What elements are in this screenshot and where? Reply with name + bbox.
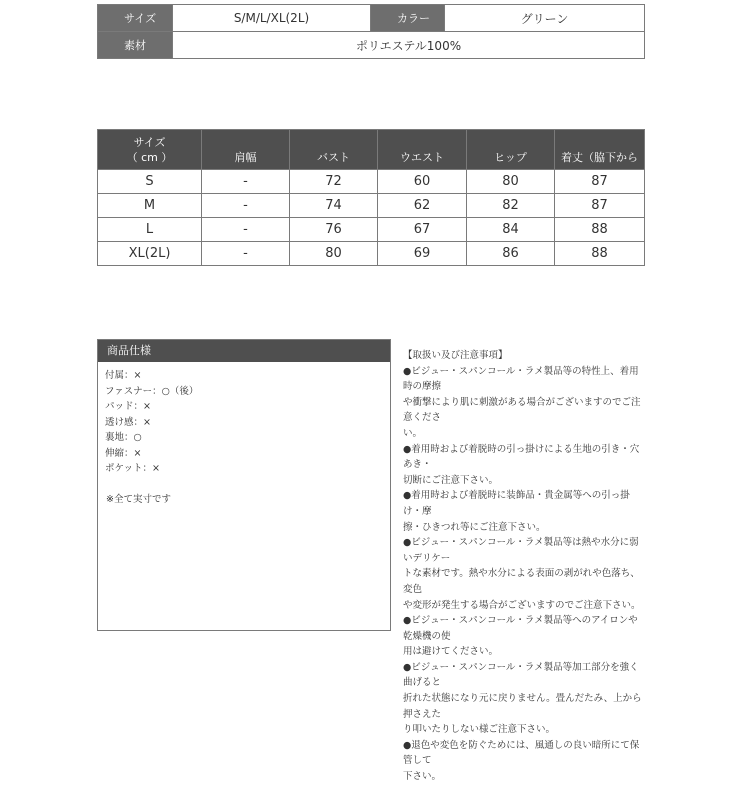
spec-item: 付属：× (105, 370, 142, 381)
table-row (98, 170, 645, 194)
table-cell: 69 (378, 242, 467, 266)
table-cell: 88 (555, 218, 645, 242)
header-bust: バスト (290, 130, 378, 170)
notes-line: 折れた状態になり元に戻りません。畳んだたみ、上から押さえた (403, 693, 642, 720)
header-size (98, 130, 202, 170)
spec-note: ※全て実寸です (106, 493, 171, 505)
table-cell: - (202, 194, 290, 218)
table-cell: 72 (290, 170, 378, 194)
product-info-table (97, 4, 645, 59)
table-row (98, 194, 645, 218)
notes-line: ●ビジュー・スパンコール・ラメ製品等加工部分を強く曲げると (403, 661, 639, 689)
notes-line: や衝撃により肌に刺激がある場合がございますのでご注意くださ (403, 396, 641, 424)
table-cell: 74 (290, 194, 378, 218)
header-length: 着丈（脇下から (555, 130, 645, 170)
table-cell: 84 (467, 218, 555, 242)
notes-line: 擦・ひきつれ等にご注意下さい。 (403, 521, 546, 533)
table-cell: 76 (290, 218, 378, 242)
notes-line: ●ビジュー・スパンコール・ラメ製品等へのアイロンや乾燥機の使 (403, 615, 638, 642)
spec-item: ファスナー：○（後） (105, 385, 199, 397)
size-table (97, 129, 645, 266)
table-cell: 80 (290, 242, 378, 266)
size-label: サイズ (98, 5, 173, 32)
spec-item: 透け感：× (105, 416, 151, 428)
notes-line: ●着用時および着脱時の引っ掛けによる生地の引き・穴あき・ (403, 443, 640, 471)
table-cell: 67 (378, 218, 467, 242)
material-label: 素材 (98, 32, 173, 59)
notes-line: ●ビジュー・スパンコール・ラメ製品等は熱や水分に弱いデリケー (403, 537, 639, 564)
notes-line: ●着用時および着脱時に装飾品・貴金属等への引っ掛け・摩 (403, 490, 630, 517)
product-spec-box (97, 339, 391, 631)
notes-heading: 【取扱い及び注意事項】 (403, 350, 508, 361)
header-size-line2: （ cm ） (126, 150, 173, 164)
table-cell: 86 (467, 242, 555, 266)
header-waist: ウエスト (378, 130, 467, 170)
spec-item: ポケット：× (105, 463, 160, 474)
care-notes (403, 348, 643, 785)
color-value: グリーン (445, 5, 645, 32)
table-cell: 88 (555, 242, 645, 266)
size-value: S/M/L/XL(2L) (173, 5, 371, 32)
table-cell: 62 (378, 194, 467, 218)
spec-item: パッド：× (105, 401, 151, 412)
table-cell: L (98, 218, 202, 242)
notes-line: 切断にご注意下さい。 (403, 474, 499, 486)
table-cell: 87 (555, 170, 645, 194)
notes-line: い。 (403, 427, 423, 439)
table-row (98, 242, 645, 266)
header-hip: ヒップ (467, 130, 555, 170)
notes-line: トな素材です。熱や水分による表面の剥がれや色落ち、変色 (403, 568, 640, 595)
spec-item: 裏地：○ (105, 432, 142, 443)
size-table-header (98, 130, 645, 170)
table-row (98, 218, 645, 242)
header-shoulder: 肩幅 (202, 130, 290, 170)
table-cell: XL(2L) (98, 242, 202, 266)
table-cell: - (202, 242, 290, 266)
table-cell: 87 (555, 194, 645, 218)
info-row-material (98, 32, 645, 59)
size-table-body (98, 170, 645, 266)
notes-line: や変形が発生する場合がございますのでご注意下さい。 (403, 599, 641, 611)
notes-line: ●ビジュー・スパンコール・ラメ製品等の特性上、着用時の摩擦 (403, 365, 639, 393)
notes-line: 用は避けてください。 (403, 646, 499, 658)
table-cell: - (202, 218, 290, 242)
spec-title: 商品仕様 (98, 340, 390, 362)
table-cell: S (98, 170, 202, 194)
table-cell: - (202, 170, 290, 194)
header-size-line1: サイズ (133, 135, 166, 149)
notes-line: ●退色や変色を防ぐためには、風通しの良い暗所にて保管して (403, 739, 640, 767)
table-cell: 82 (467, 194, 555, 218)
spec-item: 伸縮：× (105, 447, 142, 459)
info-row-size-color (98, 5, 645, 32)
table-cell: 80 (467, 170, 555, 194)
notes-line: り叩いたりしない様ご注意下さい。 (403, 724, 556, 736)
color-label: カラー (371, 5, 445, 32)
notes-line: 下さい。 (403, 771, 442, 783)
material-value: ポリエステル100% (173, 32, 645, 59)
table-cell: 60 (378, 170, 467, 194)
spec-list (105, 368, 390, 477)
table-cell: M (98, 194, 202, 218)
